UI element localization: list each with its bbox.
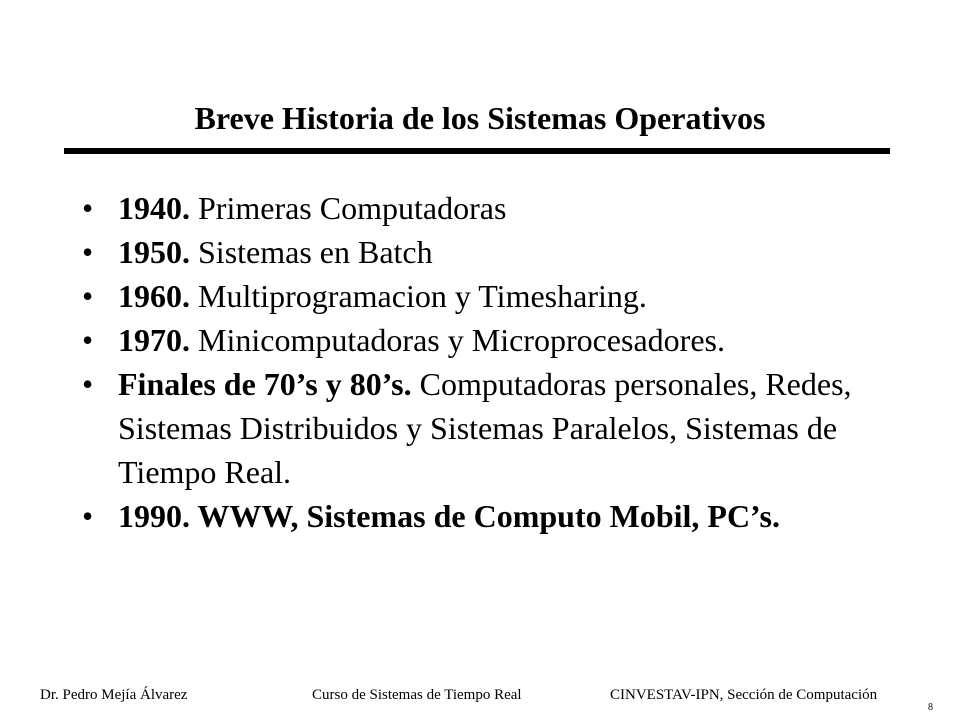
- bullet-year: 1990. WWW, Sistemas de Computo Mobil, PC’s.: [118, 498, 780, 534]
- bullet-dot-icon: •: [82, 190, 94, 226]
- bullet-item: [82, 494, 922, 538]
- bullet-text: Multiprogramacion y Timesharing.: [190, 278, 647, 314]
- bullet-dot-icon: •: [82, 366, 94, 402]
- bullet-item: [82, 318, 922, 362]
- bullet-item: [82, 230, 922, 274]
- bullet-dot-icon: •: [82, 498, 94, 534]
- bullet-text: Sistemas en Batch: [190, 234, 433, 270]
- bullet-dot-icon: •: [82, 278, 94, 314]
- bullet-year: 1940.: [118, 190, 190, 226]
- bullet-text: Minicomputadoras y Microprocesadores.: [190, 322, 725, 358]
- bullet-year: 1970.: [118, 322, 190, 358]
- bullet-text: Computadoras personales, Redes, Sistemas Distribuidos y Sistemas Paralelos, Sistemas de Tiempo Real.: [118, 366, 852, 490]
- footer-course: Curso de Sistemas de Tiempo Real: [312, 687, 522, 703]
- bullet-item: [82, 186, 922, 230]
- bullet-year: 1950.: [118, 234, 190, 270]
- bullet-year: Finales de 70’s y 80’s.: [118, 366, 412, 402]
- slide-title: Breve Historia de los Sistemas Operativos: [194, 100, 766, 136]
- footer-author: Dr. Pedro Mejía Álvarez: [40, 687, 188, 703]
- page-number: 8: [928, 702, 933, 713]
- bullet-item: [82, 362, 922, 494]
- bullet-list: [82, 186, 922, 538]
- footer-institution: CINVESTAV-IPN, Sección de Computación: [610, 687, 878, 703]
- title-underline: [64, 148, 890, 154]
- bullet-dot-icon: •: [82, 234, 94, 270]
- bullet-item: [82, 274, 922, 318]
- bullet-dot-icon: •: [82, 322, 94, 358]
- bullet-text: Primeras Computadoras: [190, 190, 507, 226]
- bullet-year: 1960.: [118, 278, 190, 314]
